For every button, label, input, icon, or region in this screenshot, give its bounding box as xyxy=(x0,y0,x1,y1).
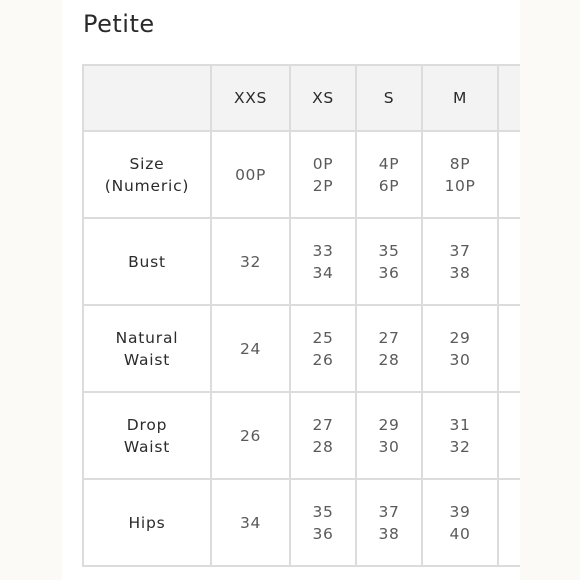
size-value: 28 xyxy=(312,437,334,456)
table-row xyxy=(83,218,520,305)
row-label-line: Size xyxy=(129,154,165,173)
column-header: XS xyxy=(290,65,356,131)
page-title: Petite xyxy=(83,10,155,38)
row-label-line: Hips xyxy=(128,513,166,532)
size-value: 40 xyxy=(449,524,471,543)
size-value-cell xyxy=(356,392,422,479)
size-value: 35 xyxy=(312,502,334,521)
size-value-cell xyxy=(422,392,498,479)
row-label-line: Bust xyxy=(128,252,166,271)
row-label xyxy=(83,131,211,218)
size-value-cell xyxy=(290,392,356,479)
row-label-line: Waist xyxy=(123,437,171,456)
table-row xyxy=(83,392,520,479)
size-value-cell xyxy=(211,305,290,392)
size-value-cell xyxy=(422,479,498,566)
table-row xyxy=(83,305,520,392)
size-value-cell xyxy=(211,218,290,305)
size-value-cell xyxy=(290,218,356,305)
row-label-line: Drop xyxy=(126,415,168,434)
column-header: XXS xyxy=(211,65,290,131)
size-value: 28 xyxy=(378,350,400,369)
size-value-cell xyxy=(356,218,422,305)
size-value: 27 xyxy=(378,328,400,347)
size-value: 24 xyxy=(240,339,261,358)
size-value-cell xyxy=(356,305,422,392)
size-value: 37 xyxy=(449,241,471,260)
size-value-cell xyxy=(290,131,356,218)
size-value-cell xyxy=(356,131,422,218)
size-value: 32 xyxy=(449,437,471,456)
size-value: 10P xyxy=(444,176,476,195)
column-header: M xyxy=(422,65,498,131)
size-value: 0P xyxy=(312,154,334,173)
size-value-cell xyxy=(211,479,290,566)
table-row xyxy=(83,479,520,566)
size-value: 39 xyxy=(449,502,471,521)
size-value: 33 xyxy=(312,241,334,260)
row-label-line: Waist xyxy=(123,350,171,369)
size-value-cell xyxy=(211,392,290,479)
size-chart-container xyxy=(82,64,520,570)
row-label-line: Natural xyxy=(115,328,179,347)
size-value: 35 xyxy=(378,241,400,260)
size-value-cell xyxy=(422,131,498,218)
size-value: 30 xyxy=(449,350,471,369)
size-value: 38 xyxy=(378,524,400,543)
header-row xyxy=(83,65,520,131)
size-value-cell xyxy=(498,305,520,392)
size-value-cell xyxy=(498,392,520,479)
size-value-cell xyxy=(290,479,356,566)
size-value: 34 xyxy=(312,263,334,282)
size-value-cell xyxy=(356,479,422,566)
size-value: 37 xyxy=(378,502,400,521)
size-value: 2P xyxy=(312,176,334,195)
size-value: 36 xyxy=(312,524,334,543)
size-value: 34 xyxy=(240,513,261,532)
size-value: 6P xyxy=(378,176,400,195)
size-value: 26 xyxy=(312,350,334,369)
size-value: 30 xyxy=(378,437,400,456)
size-value: 36 xyxy=(378,263,400,282)
size-chart-table xyxy=(82,64,520,567)
size-value: 25 xyxy=(312,328,334,347)
size-value: 32 xyxy=(240,252,261,271)
header-corner-cell xyxy=(83,65,211,131)
size-value-cell xyxy=(290,305,356,392)
size-value-cell xyxy=(498,479,520,566)
size-value: 27 xyxy=(312,415,334,434)
size-value: 26 xyxy=(240,426,261,445)
size-value: 31 xyxy=(449,415,471,434)
size-value: 00P xyxy=(235,165,266,184)
size-value-cell xyxy=(498,218,520,305)
row-label xyxy=(83,218,211,305)
size-value: 38 xyxy=(449,263,471,282)
size-value: 4P xyxy=(378,154,400,173)
size-value: 29 xyxy=(378,415,400,434)
size-value-cell xyxy=(422,305,498,392)
row-label-line: (Numeric) xyxy=(104,176,190,195)
size-value: 8P xyxy=(449,154,471,173)
row-label xyxy=(83,479,211,566)
row-label xyxy=(83,392,211,479)
table-row xyxy=(83,131,520,218)
size-value-cell xyxy=(211,131,290,218)
row-label xyxy=(83,305,211,392)
column-header xyxy=(498,65,520,131)
size-value-cell xyxy=(422,218,498,305)
size-value-cell xyxy=(498,131,520,218)
column-header: S xyxy=(356,65,422,131)
size-value: 29 xyxy=(449,328,471,347)
